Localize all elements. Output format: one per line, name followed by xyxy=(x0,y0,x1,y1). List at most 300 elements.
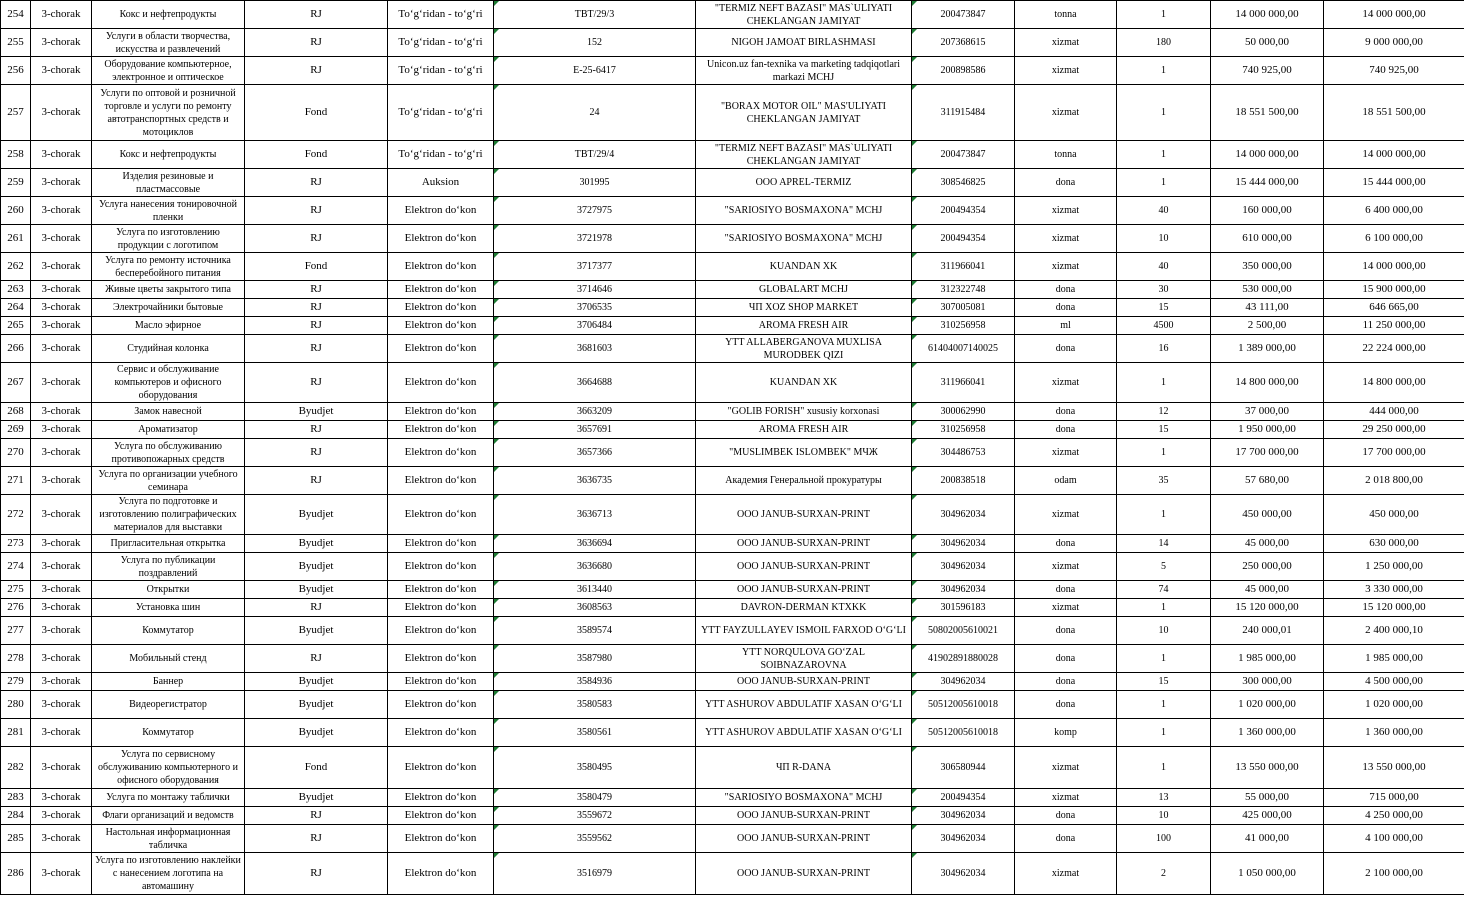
total-amount-cell[interactable]: 6 100 000,00 xyxy=(1324,225,1464,253)
item-name-cell[interactable]: Услуга по изготовлению наклейки с нанесением логотипа на автомашину xyxy=(92,853,245,895)
contract-number-cell[interactable]: 3636694 xyxy=(494,535,696,553)
quarter-cell[interactable]: 3-chorak xyxy=(31,825,92,853)
contract-number-cell[interactable]: 3706535 xyxy=(494,299,696,317)
funding-source-cell[interactable]: RJ xyxy=(245,467,388,495)
contract-number-cell[interactable]: 3727975 xyxy=(494,197,696,225)
row-number[interactable]: 283 xyxy=(1,789,31,807)
supplier-name-cell[interactable]: AROMA FRESH AIR xyxy=(696,317,912,335)
quarter-cell[interactable]: 3-chorak xyxy=(31,29,92,57)
quantity-cell[interactable]: 16 xyxy=(1117,335,1211,363)
unit-cell[interactable]: dona xyxy=(1015,335,1117,363)
total-amount-cell[interactable]: 11 250 000,00 xyxy=(1324,317,1464,335)
funding-source-cell[interactable]: Byudjet xyxy=(245,495,388,535)
supplier-name-cell[interactable]: OOO JANUB-SURXAN-PRINT xyxy=(696,495,912,535)
quarter-cell[interactable]: 3-chorak xyxy=(31,747,92,789)
unit-price-cell[interactable]: 450 000,00 xyxy=(1211,495,1324,535)
quantity-cell[interactable]: 100 xyxy=(1117,825,1211,853)
quantity-cell[interactable]: 15 xyxy=(1117,673,1211,691)
item-name-cell[interactable]: Установка шин xyxy=(92,599,245,617)
funding-source-cell[interactable]: RJ xyxy=(245,807,388,825)
procurement-method-cell[interactable]: Elektron do‘kon xyxy=(388,825,494,853)
row-number[interactable]: 254 xyxy=(1,1,31,29)
contract-number-cell[interactable]: 3714646 xyxy=(494,281,696,299)
supplier-inn-cell[interactable]: 304486753 xyxy=(912,439,1015,467)
row-number[interactable]: 284 xyxy=(1,807,31,825)
row-number[interactable]: 256 xyxy=(1,57,31,85)
unit-cell[interactable]: komp xyxy=(1015,719,1117,747)
unit-cell[interactable]: xizmat xyxy=(1015,439,1117,467)
procurement-method-cell[interactable]: Elektron do‘kon xyxy=(388,299,494,317)
unit-price-cell[interactable]: 740 925,00 xyxy=(1211,57,1324,85)
quantity-cell[interactable]: 15 xyxy=(1117,421,1211,439)
quantity-cell[interactable]: 1 xyxy=(1117,599,1211,617)
funding-source-cell[interactable]: Fond xyxy=(245,747,388,789)
quarter-cell[interactable]: 3-chorak xyxy=(31,197,92,225)
quantity-cell[interactable]: 13 xyxy=(1117,789,1211,807)
unit-price-cell[interactable]: 300 000,00 xyxy=(1211,673,1324,691)
unit-price-cell[interactable]: 14 000 000,00 xyxy=(1211,141,1324,169)
unit-cell[interactable]: xizmat xyxy=(1015,85,1117,141)
funding-source-cell[interactable]: RJ xyxy=(245,169,388,197)
contract-number-cell[interactable]: TBT/29/4 xyxy=(494,141,696,169)
unit-price-cell[interactable]: 1 360 000,00 xyxy=(1211,719,1324,747)
procurement-method-cell[interactable]: Elektron do‘kon xyxy=(388,807,494,825)
total-amount-cell[interactable]: 646 665,00 xyxy=(1324,299,1464,317)
supplier-inn-cell[interactable]: 200838518 xyxy=(912,467,1015,495)
quarter-cell[interactable]: 3-chorak xyxy=(31,553,92,581)
unit-cell[interactable]: tonna xyxy=(1015,1,1117,29)
item-name-cell[interactable]: Услуга по ремонту источника бесперебойного питания xyxy=(92,253,245,281)
row-number[interactable]: 261 xyxy=(1,225,31,253)
procurement-method-cell[interactable]: Elektron do‘kon xyxy=(388,317,494,335)
contract-number-cell[interactable]: 3664688 xyxy=(494,363,696,403)
quarter-cell[interactable]: 3-chorak xyxy=(31,317,92,335)
item-name-cell[interactable]: Открытки xyxy=(92,581,245,599)
row-number[interactable]: 282 xyxy=(1,747,31,789)
quantity-cell[interactable]: 2 xyxy=(1117,853,1211,895)
contract-number-cell[interactable]: 24 xyxy=(494,85,696,141)
quantity-cell[interactable]: 1 xyxy=(1117,141,1211,169)
supplier-inn-cell[interactable]: 200494354 xyxy=(912,225,1015,253)
unit-cell[interactable]: ml xyxy=(1015,317,1117,335)
unit-price-cell[interactable]: 1 950 000,00 xyxy=(1211,421,1324,439)
supplier-name-cell[interactable]: OOO JANUB-SURXAN-PRINT xyxy=(696,673,912,691)
contract-number-cell[interactable]: 3559562 xyxy=(494,825,696,853)
unit-cell[interactable]: xizmat xyxy=(1015,599,1117,617)
item-name-cell[interactable]: Услуги в области творчества, искусства и развлечений xyxy=(92,29,245,57)
item-name-cell[interactable]: Флаги организаций и ведомств xyxy=(92,807,245,825)
unit-price-cell[interactable]: 37 000,00 xyxy=(1211,403,1324,421)
supplier-inn-cell[interactable]: 200473847 xyxy=(912,1,1015,29)
procurement-method-cell[interactable]: Elektron do‘kon xyxy=(388,253,494,281)
procurement-method-cell[interactable]: Elektron do‘kon xyxy=(388,673,494,691)
quarter-cell[interactable]: 3-chorak xyxy=(31,281,92,299)
unit-price-cell[interactable]: 610 000,00 xyxy=(1211,225,1324,253)
supplier-name-cell[interactable]: YTT NORQULOVA GO‘ZAL SOIBNAZAROVNA xyxy=(696,645,912,673)
supplier-name-cell[interactable]: OOO JANUB-SURXAN-PRINT xyxy=(696,553,912,581)
contract-number-cell[interactable]: 3657366 xyxy=(494,439,696,467)
supplier-inn-cell[interactable]: 306580944 xyxy=(912,747,1015,789)
quantity-cell[interactable]: 1 xyxy=(1117,645,1211,673)
supplier-name-cell[interactable]: KUANDAN XK xyxy=(696,363,912,403)
supplier-inn-cell[interactable]: 300062990 xyxy=(912,403,1015,421)
quantity-cell[interactable]: 10 xyxy=(1117,617,1211,645)
procurement-method-cell[interactable]: Elektron do‘kon xyxy=(388,439,494,467)
total-amount-cell[interactable]: 715 000,00 xyxy=(1324,789,1464,807)
unit-cell[interactable]: dona xyxy=(1015,281,1117,299)
procurement-method-cell[interactable]: To‘g‘ridan - to‘g‘ri xyxy=(388,29,494,57)
unit-cell[interactable]: dona xyxy=(1015,535,1117,553)
unit-cell[interactable]: dona xyxy=(1015,807,1117,825)
procurement-method-cell[interactable]: Elektron do‘kon xyxy=(388,719,494,747)
funding-source-cell[interactable]: Byudjet xyxy=(245,719,388,747)
quantity-cell[interactable]: 15 xyxy=(1117,299,1211,317)
supplier-name-cell[interactable]: OOO JANUB-SURXAN-PRINT xyxy=(696,807,912,825)
procurement-method-cell[interactable]: Elektron do‘kon xyxy=(388,645,494,673)
row-number[interactable]: 269 xyxy=(1,421,31,439)
quarter-cell[interactable]: 3-chorak xyxy=(31,403,92,421)
contract-number-cell[interactable]: 3587980 xyxy=(494,645,696,673)
supplier-name-cell[interactable]: YTT ASHUROV ABDULATIF XASAN O‘G‘LI xyxy=(696,719,912,747)
row-number[interactable]: 257 xyxy=(1,85,31,141)
funding-source-cell[interactable]: RJ xyxy=(245,645,388,673)
unit-cell[interactable]: dona xyxy=(1015,645,1117,673)
row-number[interactable]: 266 xyxy=(1,335,31,363)
unit-price-cell[interactable]: 57 680,00 xyxy=(1211,467,1324,495)
quarter-cell[interactable]: 3-chorak xyxy=(31,467,92,495)
funding-source-cell[interactable]: Fond xyxy=(245,253,388,281)
unit-price-cell[interactable]: 17 700 000,00 xyxy=(1211,439,1324,467)
supplier-name-cell[interactable]: YTT ASHUROV ABDULATIF XASAN O‘G‘LI xyxy=(696,691,912,719)
quarter-cell[interactable]: 3-chorak xyxy=(31,535,92,553)
supplier-inn-cell[interactable]: 304962034 xyxy=(912,825,1015,853)
unit-price-cell[interactable]: 13 550 000,00 xyxy=(1211,747,1324,789)
total-amount-cell[interactable]: 18 551 500,00 xyxy=(1324,85,1464,141)
total-amount-cell[interactable]: 3 330 000,00 xyxy=(1324,581,1464,599)
unit-price-cell[interactable]: 14 800 000,00 xyxy=(1211,363,1324,403)
contract-number-cell[interactable]: 3580495 xyxy=(494,747,696,789)
quarter-cell[interactable]: 3-chorak xyxy=(31,363,92,403)
procurement-method-cell[interactable]: Auksion xyxy=(388,169,494,197)
unit-price-cell[interactable]: 250 000,00 xyxy=(1211,553,1324,581)
procurement-method-cell[interactable]: Elektron do‘kon xyxy=(388,421,494,439)
supplier-inn-cell[interactable]: 207368615 xyxy=(912,29,1015,57)
item-name-cell[interactable]: Кокс и нефтепродукты xyxy=(92,141,245,169)
item-name-cell[interactable]: Услуга по организации учебного семинара xyxy=(92,467,245,495)
supplier-inn-cell[interactable]: 200494354 xyxy=(912,197,1015,225)
item-name-cell[interactable]: Ароматизатор xyxy=(92,421,245,439)
funding-source-cell[interactable]: RJ xyxy=(245,853,388,895)
unit-cell[interactable]: xizmat xyxy=(1015,197,1117,225)
total-amount-cell[interactable]: 15 120 000,00 xyxy=(1324,599,1464,617)
item-name-cell[interactable]: Сервис и обслуживание компьютеров и офисного оборудования xyxy=(92,363,245,403)
unit-price-cell[interactable]: 425 000,00 xyxy=(1211,807,1324,825)
supplier-name-cell[interactable]: OOO JANUB-SURXAN-PRINT xyxy=(696,853,912,895)
funding-source-cell[interactable]: RJ xyxy=(245,439,388,467)
unit-price-cell[interactable]: 55 000,00 xyxy=(1211,789,1324,807)
item-name-cell[interactable]: Пригласительная открытка xyxy=(92,535,245,553)
supplier-inn-cell[interactable]: 304962034 xyxy=(912,495,1015,535)
procurement-method-cell[interactable]: Elektron do‘kon xyxy=(388,403,494,421)
quantity-cell[interactable]: 4500 xyxy=(1117,317,1211,335)
procurement-method-cell[interactable]: Elektron do‘kon xyxy=(388,789,494,807)
unit-price-cell[interactable]: 1 389 000,00 xyxy=(1211,335,1324,363)
unit-cell[interactable]: dona xyxy=(1015,617,1117,645)
supplier-name-cell[interactable]: "SARIOSIYO BOSMAXONA" MCHJ xyxy=(696,789,912,807)
unit-price-cell[interactable]: 14 000 000,00 xyxy=(1211,1,1324,29)
procurement-method-cell[interactable]: Elektron do‘kon xyxy=(388,553,494,581)
unit-cell[interactable]: xizmat xyxy=(1015,553,1117,581)
row-number[interactable]: 271 xyxy=(1,467,31,495)
quarter-cell[interactable]: 3-chorak xyxy=(31,789,92,807)
supplier-inn-cell[interactable]: 41902891880028 xyxy=(912,645,1015,673)
contract-number-cell[interactable]: 3663209 xyxy=(494,403,696,421)
total-amount-cell[interactable]: 2 400 000,10 xyxy=(1324,617,1464,645)
quantity-cell[interactable]: 10 xyxy=(1117,807,1211,825)
total-amount-cell[interactable]: 14 800 000,00 xyxy=(1324,363,1464,403)
contract-number-cell[interactable]: 3636713 xyxy=(494,495,696,535)
quarter-cell[interactable]: 3-chorak xyxy=(31,439,92,467)
row-number[interactable]: 280 xyxy=(1,691,31,719)
supplier-name-cell[interactable]: "GOLIB FORISH" xususiy korxonasi xyxy=(696,403,912,421)
item-name-cell[interactable]: Услуга по обслуживанию противопожарных средств xyxy=(92,439,245,467)
funding-source-cell[interactable]: RJ xyxy=(245,825,388,853)
row-number[interactable]: 264 xyxy=(1,299,31,317)
row-number[interactable]: 258 xyxy=(1,141,31,169)
unit-cell[interactable]: dona xyxy=(1015,403,1117,421)
contract-number-cell[interactable]: 3706484 xyxy=(494,317,696,335)
procurement-method-cell[interactable]: Elektron do‘kon xyxy=(388,225,494,253)
total-amount-cell[interactable]: 4 250 000,00 xyxy=(1324,807,1464,825)
item-name-cell[interactable]: Оборудование компьютерное, электронное и оптическое xyxy=(92,57,245,85)
total-amount-cell[interactable]: 1 360 000,00 xyxy=(1324,719,1464,747)
unit-price-cell[interactable]: 15 444 000,00 xyxy=(1211,169,1324,197)
supplier-inn-cell[interactable]: 304962034 xyxy=(912,673,1015,691)
supplier-name-cell[interactable]: "BORAX MOTOR OIL" MAS'ULIYATI CHEKLANGAN JAMIYAT xyxy=(696,85,912,141)
quarter-cell[interactable]: 3-chorak xyxy=(31,495,92,535)
quantity-cell[interactable]: 14 xyxy=(1117,535,1211,553)
total-amount-cell[interactable]: 14 000 000,00 xyxy=(1324,253,1464,281)
quarter-cell[interactable]: 3-chorak xyxy=(31,617,92,645)
unit-price-cell[interactable]: 1 985 000,00 xyxy=(1211,645,1324,673)
contract-number-cell[interactable]: 3516979 xyxy=(494,853,696,895)
supplier-inn-cell[interactable]: 307005081 xyxy=(912,299,1015,317)
quarter-cell[interactable]: 3-chorak xyxy=(31,719,92,747)
total-amount-cell[interactable]: 14 000 000,00 xyxy=(1324,1,1464,29)
supplier-inn-cell[interactable]: 301596183 xyxy=(912,599,1015,617)
funding-source-cell[interactable]: RJ xyxy=(245,335,388,363)
funding-source-cell[interactable]: Byudjet xyxy=(245,691,388,719)
supplier-name-cell[interactable]: "TERMIZ NEFT BAZASI" MAS`ULIYATI CHEKLANGAN JAMIYAT xyxy=(696,1,912,29)
unit-price-cell[interactable]: 2 500,00 xyxy=(1211,317,1324,335)
quarter-cell[interactable]: 3-chorak xyxy=(31,421,92,439)
contract-number-cell[interactable]: 301995 xyxy=(494,169,696,197)
contract-number-cell[interactable]: 3681603 xyxy=(494,335,696,363)
procurement-method-cell[interactable]: Elektron do‘kon xyxy=(388,581,494,599)
row-number[interactable]: 262 xyxy=(1,253,31,281)
contract-number-cell[interactable]: 3580583 xyxy=(494,691,696,719)
item-name-cell[interactable]: Услуга по монтажу таблички xyxy=(92,789,245,807)
contract-number-cell[interactable]: 3721978 xyxy=(494,225,696,253)
unit-price-cell[interactable]: 1 050 000,00 xyxy=(1211,853,1324,895)
unit-cell[interactable]: xizmat xyxy=(1015,363,1117,403)
quarter-cell[interactable]: 3-chorak xyxy=(31,57,92,85)
item-name-cell[interactable]: Коммутатор xyxy=(92,617,245,645)
item-name-cell[interactable]: Кокс и нефтепродукты xyxy=(92,1,245,29)
row-number[interactable]: 277 xyxy=(1,617,31,645)
quantity-cell[interactable]: 1 xyxy=(1117,1,1211,29)
unit-cell[interactable]: xizmat xyxy=(1015,495,1117,535)
funding-source-cell[interactable]: RJ xyxy=(245,1,388,29)
funding-source-cell[interactable]: Byudjet xyxy=(245,553,388,581)
item-name-cell[interactable]: Услуга по подготовке и изготовлению полиграфических материалов для выставки xyxy=(92,495,245,535)
contract-number-cell[interactable]: 3589574 xyxy=(494,617,696,645)
total-amount-cell[interactable]: 2 018 800,00 xyxy=(1324,467,1464,495)
quantity-cell[interactable]: 1 xyxy=(1117,495,1211,535)
row-number[interactable]: 259 xyxy=(1,169,31,197)
quantity-cell[interactable]: 30 xyxy=(1117,281,1211,299)
procurement-method-cell[interactable]: Elektron do‘kon xyxy=(388,617,494,645)
supplier-inn-cell[interactable]: 308546825 xyxy=(912,169,1015,197)
funding-source-cell[interactable]: RJ xyxy=(245,363,388,403)
supplier-inn-cell[interactable]: 304962034 xyxy=(912,581,1015,599)
row-number[interactable]: 255 xyxy=(1,29,31,57)
total-amount-cell[interactable]: 444 000,00 xyxy=(1324,403,1464,421)
unit-cell[interactable]: dona xyxy=(1015,581,1117,599)
procurement-method-cell[interactable]: To‘g‘ridan - to‘g‘ri xyxy=(388,1,494,29)
quantity-cell[interactable]: 12 xyxy=(1117,403,1211,421)
supplier-name-cell[interactable]: "MUSLIMBEK ISLOMBEK" МЧЖ xyxy=(696,439,912,467)
quarter-cell[interactable]: 3-chorak xyxy=(31,299,92,317)
quarter-cell[interactable]: 3-chorak xyxy=(31,169,92,197)
quarter-cell[interactable]: 3-chorak xyxy=(31,599,92,617)
quarter-cell[interactable]: 3-chorak xyxy=(31,141,92,169)
supplier-inn-cell[interactable]: 312322748 xyxy=(912,281,1015,299)
row-number[interactable]: 276 xyxy=(1,599,31,617)
quarter-cell[interactable]: 3-chorak xyxy=(31,807,92,825)
row-number[interactable]: 285 xyxy=(1,825,31,853)
supplier-inn-cell[interactable]: 50512005610018 xyxy=(912,719,1015,747)
funding-source-cell[interactable]: RJ xyxy=(245,225,388,253)
unit-price-cell[interactable]: 160 000,00 xyxy=(1211,197,1324,225)
supplier-name-cell[interactable]: AROMA FRESH AIR xyxy=(696,421,912,439)
supplier-name-cell[interactable]: OOO JANUB-SURXAN-PRINT xyxy=(696,535,912,553)
procurement-method-cell[interactable]: Elektron do‘kon xyxy=(388,363,494,403)
supplier-name-cell[interactable]: Академия Генеральной прокуратуры xyxy=(696,467,912,495)
supplier-name-cell[interactable]: OOO APREL-TERMIZ xyxy=(696,169,912,197)
total-amount-cell[interactable]: 6 400 000,00 xyxy=(1324,197,1464,225)
total-amount-cell[interactable]: 17 700 000,00 xyxy=(1324,439,1464,467)
row-number[interactable]: 275 xyxy=(1,581,31,599)
unit-price-cell[interactable]: 350 000,00 xyxy=(1211,253,1324,281)
contract-number-cell[interactable]: 3613440 xyxy=(494,581,696,599)
row-number[interactable]: 272 xyxy=(1,495,31,535)
unit-price-cell[interactable]: 1 020 000,00 xyxy=(1211,691,1324,719)
procurement-method-cell[interactable]: Elektron do‘kon xyxy=(388,853,494,895)
unit-cell[interactable]: xizmat xyxy=(1015,57,1117,85)
unit-price-cell[interactable]: 43 111,00 xyxy=(1211,299,1324,317)
supplier-name-cell[interactable]: OOO JANUB-SURXAN-PRINT xyxy=(696,581,912,599)
total-amount-cell[interactable]: 630 000,00 xyxy=(1324,535,1464,553)
procurement-method-cell[interactable]: Elektron do‘kon xyxy=(388,281,494,299)
funding-source-cell[interactable]: RJ xyxy=(245,197,388,225)
total-amount-cell[interactable]: 4 500 000,00 xyxy=(1324,673,1464,691)
funding-source-cell[interactable]: Byudjet xyxy=(245,617,388,645)
supplier-inn-cell[interactable]: 304962034 xyxy=(912,553,1015,581)
unit-cell[interactable]: tonna xyxy=(1015,141,1117,169)
quantity-cell[interactable]: 1 xyxy=(1117,691,1211,719)
unit-price-cell[interactable]: 530 000,00 xyxy=(1211,281,1324,299)
procurement-method-cell[interactable]: Elektron do‘kon xyxy=(388,535,494,553)
total-amount-cell[interactable]: 15 900 000,00 xyxy=(1324,281,1464,299)
row-number[interactable]: 278 xyxy=(1,645,31,673)
total-amount-cell[interactable]: 1 985 000,00 xyxy=(1324,645,1464,673)
supplier-name-cell[interactable]: "TERMIZ NEFT BAZASI" MAS`ULIYATI CHEKLANGAN JAMIYAT xyxy=(696,141,912,169)
item-name-cell[interactable]: Живые цветы закрытого типа xyxy=(92,281,245,299)
contract-number-cell[interactable]: 3717377 xyxy=(494,253,696,281)
quarter-cell[interactable]: 3-chorak xyxy=(31,581,92,599)
row-number[interactable]: 274 xyxy=(1,553,31,581)
row-number[interactable]: 267 xyxy=(1,363,31,403)
procurement-method-cell[interactable]: Elektron do‘kon xyxy=(388,747,494,789)
contract-number-cell[interactable]: 3608563 xyxy=(494,599,696,617)
row-number[interactable]: 279 xyxy=(1,673,31,691)
funding-source-cell[interactable]: Byudjet xyxy=(245,535,388,553)
contract-number-cell[interactable]: 3636680 xyxy=(494,553,696,581)
supplier-name-cell[interactable]: Unicon.uz fan-texnika va marketing tadqiqotlari markazi MCHJ xyxy=(696,57,912,85)
supplier-inn-cell[interactable]: 311915484 xyxy=(912,85,1015,141)
funding-source-cell[interactable]: Byudjet xyxy=(245,581,388,599)
total-amount-cell[interactable]: 22 224 000,00 xyxy=(1324,335,1464,363)
supplier-inn-cell[interactable]: 311966041 xyxy=(912,253,1015,281)
item-name-cell[interactable]: Настольная информационная табличка xyxy=(92,825,245,853)
contract-number-cell[interactable]: 3580561 xyxy=(494,719,696,747)
supplier-name-cell[interactable]: KUANDAN XK xyxy=(696,253,912,281)
supplier-inn-cell[interactable]: 311966041 xyxy=(912,363,1015,403)
unit-cell[interactable]: xizmat xyxy=(1015,789,1117,807)
item-name-cell[interactable]: Услуга по сервисному обслуживанию компьютерного и офисного оборудования xyxy=(92,747,245,789)
supplier-inn-cell[interactable]: 304962034 xyxy=(912,853,1015,895)
total-amount-cell[interactable]: 450 000,00 xyxy=(1324,495,1464,535)
item-name-cell[interactable]: Мобильный стенд xyxy=(92,645,245,673)
funding-source-cell[interactable]: RJ xyxy=(245,281,388,299)
procurement-method-cell[interactable]: To‘g‘ridan - to‘g‘ri xyxy=(388,57,494,85)
contract-number-cell[interactable]: 152 xyxy=(494,29,696,57)
supplier-inn-cell[interactable]: 200473847 xyxy=(912,141,1015,169)
funding-source-cell[interactable]: RJ xyxy=(245,57,388,85)
quarter-cell[interactable]: 3-chorak xyxy=(31,225,92,253)
contract-number-cell[interactable]: 3559672 xyxy=(494,807,696,825)
contract-number-cell[interactable]: 3580479 xyxy=(494,789,696,807)
supplier-name-cell[interactable]: GLOBALART MCHJ xyxy=(696,281,912,299)
row-number[interactable]: 273 xyxy=(1,535,31,553)
funding-source-cell[interactable]: RJ xyxy=(245,317,388,335)
quantity-cell[interactable]: 40 xyxy=(1117,197,1211,225)
unit-price-cell[interactable]: 18 551 500,00 xyxy=(1211,85,1324,141)
supplier-inn-cell[interactable]: 200898586 xyxy=(912,57,1015,85)
unit-cell[interactable]: dona xyxy=(1015,673,1117,691)
quantity-cell[interactable]: 180 xyxy=(1117,29,1211,57)
funding-source-cell[interactable]: Fond xyxy=(245,85,388,141)
quarter-cell[interactable]: 3-chorak xyxy=(31,1,92,29)
row-number[interactable]: 281 xyxy=(1,719,31,747)
funding-source-cell[interactable]: Byudjet xyxy=(245,789,388,807)
procurement-method-cell[interactable]: Elektron do‘kon xyxy=(388,467,494,495)
unit-cell[interactable]: xizmat xyxy=(1015,29,1117,57)
item-name-cell[interactable]: Видеорегистратор xyxy=(92,691,245,719)
quantity-cell[interactable]: 1 xyxy=(1117,85,1211,141)
quarter-cell[interactable]: 3-chorak xyxy=(31,673,92,691)
